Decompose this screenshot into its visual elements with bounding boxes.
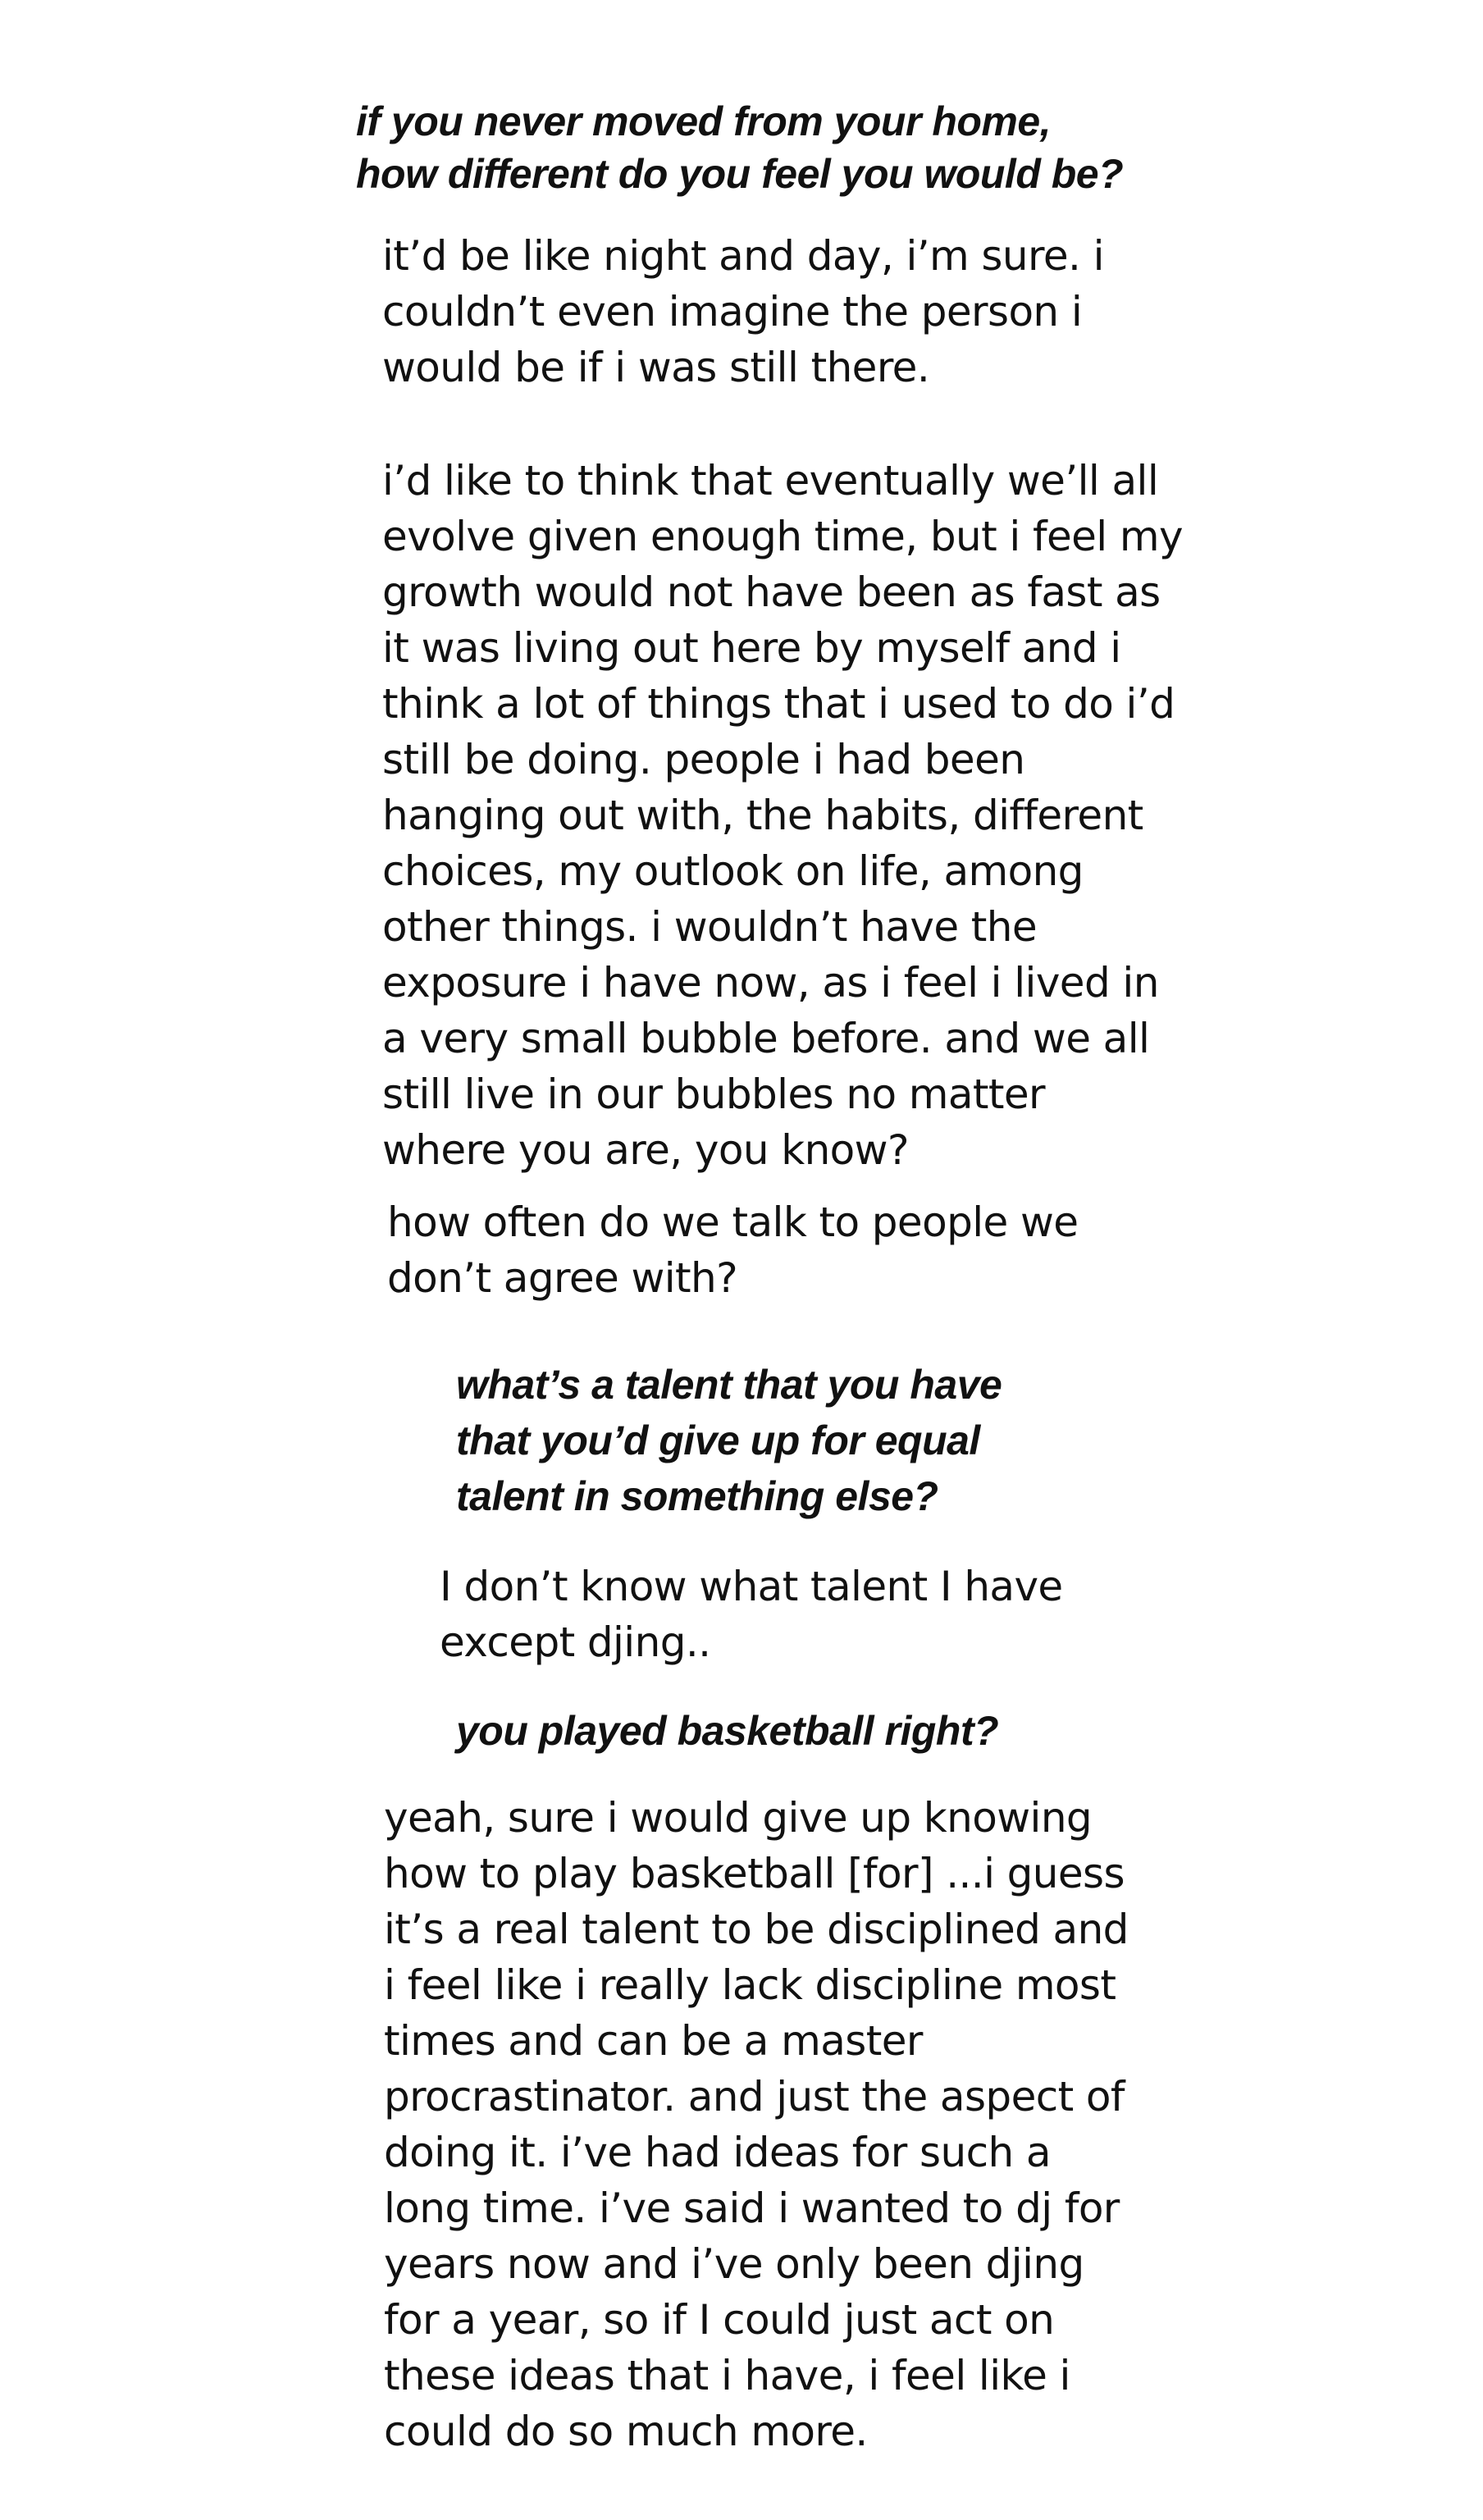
question-played-basketball <box>456 1705 998 1757</box>
answer-line: for a year, so if I could just act on <box>384 2296 1055 2344</box>
answer-line: these ideas that i have, i feel like i <box>384 2352 1070 2399</box>
answer-line: it’s a real talent to be disciplined and <box>384 1906 1129 1953</box>
answer-night-and-day <box>382 228 1104 395</box>
answer-evolve-given-time <box>382 453 1183 1178</box>
answer-line: hanging out with, the habits, different <box>382 792 1143 839</box>
answer-line: still live in our bubbles no matter <box>382 1071 1046 1118</box>
question-line: talent in something else? <box>456 1473 938 1519</box>
answer-line: how often do we talk to people we <box>387 1198 1079 1246</box>
answer-line: except djing.. <box>440 1618 711 1666</box>
answer-line: yeah, sure i would give up knowing <box>384 1794 1093 1842</box>
answer-line: growth would not have been as fast as <box>382 568 1161 616</box>
answer-line: other things. i wouldn’t have the <box>382 903 1038 951</box>
answer-line: evolve given enough time, but i feel my <box>382 513 1183 560</box>
answer-line: exposure i have now, as i feel i lived in <box>382 959 1159 1007</box>
question-line: you played basketball right? <box>456 1708 999 1754</box>
answer-line: procrastinator. and just the aspect of <box>384 2073 1125 2121</box>
answer-line: long time. i’ve said i wanted to dj for <box>384 2184 1120 2232</box>
answer-line: choices, my outlook on life, among <box>382 847 1084 895</box>
answer-line: would be if i was still there. <box>382 344 930 391</box>
question-line: that you’d give up for equal <box>456 1418 980 1463</box>
question-line: what’s a talent that you have <box>456 1362 1002 1408</box>
answer-line: doing it. i’ve had ideas for such a <box>384 2129 1051 2176</box>
answer-line: i’d like to think that eventually we’ll all <box>382 457 1159 504</box>
answer-line: times and can be a master <box>384 2017 923 2065</box>
question-line: if you never moved from your home, <box>356 98 1052 144</box>
answer-line: couldn’t even imagine the person i <box>382 288 1083 336</box>
question-moved-from-home <box>356 95 1123 200</box>
answer-give-up-basketball <box>384 1790 1129 2459</box>
answer-line: could do so much more. <box>384 2408 868 2455</box>
answer-talk-to-people <box>387 1194 1078 1306</box>
answer-line: years now and i’ve only been djing <box>384 2240 1084 2288</box>
answer-line: I don’t know what talent I have <box>440 1563 1063 1610</box>
answer-line: it’d be like night and day, i’m sure. i <box>382 232 1104 280</box>
answer-except-djing <box>440 1559 1063 1670</box>
answer-line: where you are, you know? <box>382 1126 909 1174</box>
answer-line: don’t agree with? <box>387 1254 738 1302</box>
question-line: how different do you feel you would be? <box>356 151 1124 197</box>
answer-line: it was living out here by myself and i <box>382 624 1121 672</box>
answer-line: i feel like i really lack discipline most <box>384 1961 1116 2009</box>
answer-line: how to play basketball [for] ...i guess <box>384 1850 1125 1897</box>
answer-line: think a lot of things that i used to do i’d <box>382 680 1175 728</box>
question-talent-give-up <box>456 1357 1002 1524</box>
answer-line: still be doing. people i had been <box>382 736 1025 783</box>
answer-line: a very small bubble before. and we all <box>382 1015 1150 1062</box>
